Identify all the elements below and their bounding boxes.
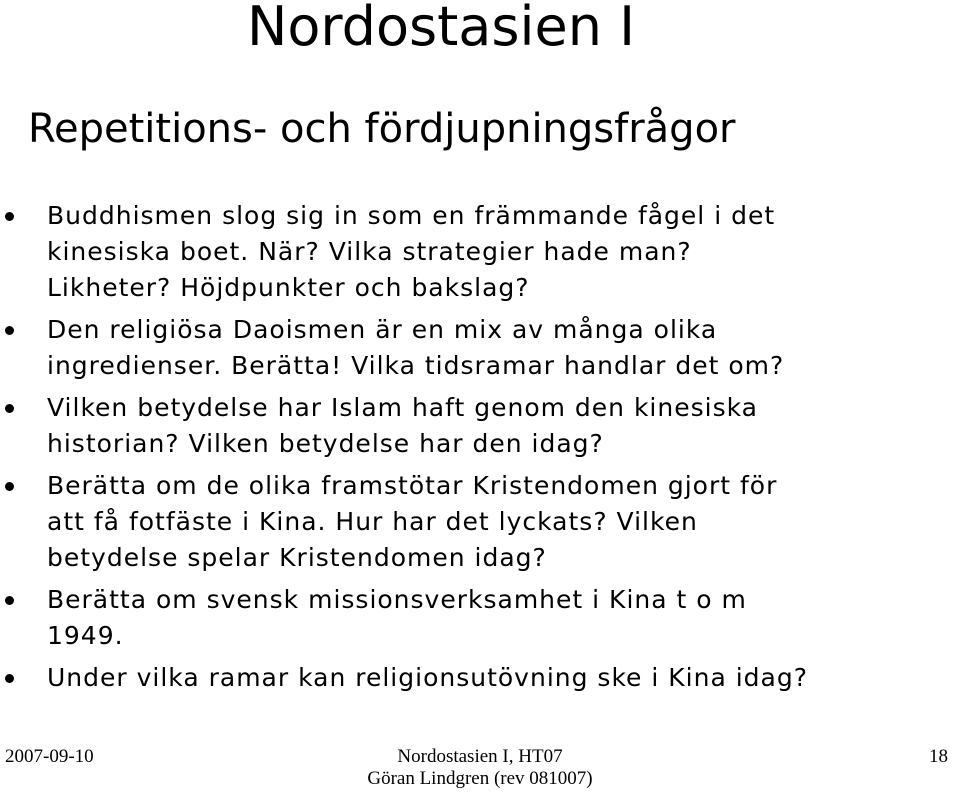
bullet-dot-icon	[5, 212, 14, 221]
bullet-dot-icon	[5, 674, 14, 683]
bullet-text-line: historian? Vilken betydelse har den idag?	[47, 429, 604, 458]
footer-author: Göran Lindgren (rev 081007)	[367, 768, 593, 789]
footer-date: 2007-09-10	[5, 746, 94, 767]
bullet-text-line: att få fotfäste i Kina. Hur har det lyckats? Vilken	[47, 507, 698, 536]
bullet-dot-icon	[5, 596, 14, 605]
slide-title: Nordostasien I	[247, 0, 636, 58]
bullet-item-6	[0, 660, 960, 696]
footer-course: Nordostasien I, HT07	[397, 746, 563, 767]
bullet-item-4	[0, 468, 960, 576]
bullet-dot-icon	[5, 482, 14, 491]
bullet-text-line: ingredienser. Berätta! Vilka tidsramar handlar det om?	[47, 351, 785, 380]
bullet-dot-icon	[5, 404, 14, 413]
bullet-text-line: Under vilka ramar kan religionsutövning ske i Kina idag?	[47, 663, 808, 692]
slide-number: 18	[929, 746, 948, 767]
bullet-text-line: Den religiösa Daoismen är en mix av många olika	[47, 315, 718, 344]
bullet-item-3	[0, 390, 960, 462]
bullet-text-line: Vilken betydelse har Islam haft genom den kinesiska	[47, 393, 758, 422]
bullet-text-line: betydelse spelar Kristendomen idag?	[47, 543, 547, 572]
bullet-text-line: Buddhismen slog sig in som en främmande fågel i det	[47, 201, 776, 230]
bullet-dot-icon	[5, 326, 14, 335]
slide-subtitle: Repetitions- och fördjupningsfrågor	[28, 106, 736, 152]
bullet-item-1	[0, 198, 960, 306]
bullet-list	[0, 198, 960, 702]
footer-center	[0, 746, 960, 790]
bullet-text-line: Likheter? Höjdpunkter och bakslag?	[47, 273, 530, 302]
bullet-text-line: Berätta om svensk missionsverksamhet i Kina t o m	[47, 585, 747, 614]
bullet-text-line: kinesiska boet. När? Vilka strategier hade man?	[47, 237, 692, 266]
bullet-text-line: Berätta om de olika framstötar Kristendomen gjort för	[47, 471, 778, 500]
bullet-item-5	[0, 582, 960, 654]
bullet-item-2	[0, 312, 960, 384]
bullet-text-line: 1949.	[47, 621, 124, 650]
